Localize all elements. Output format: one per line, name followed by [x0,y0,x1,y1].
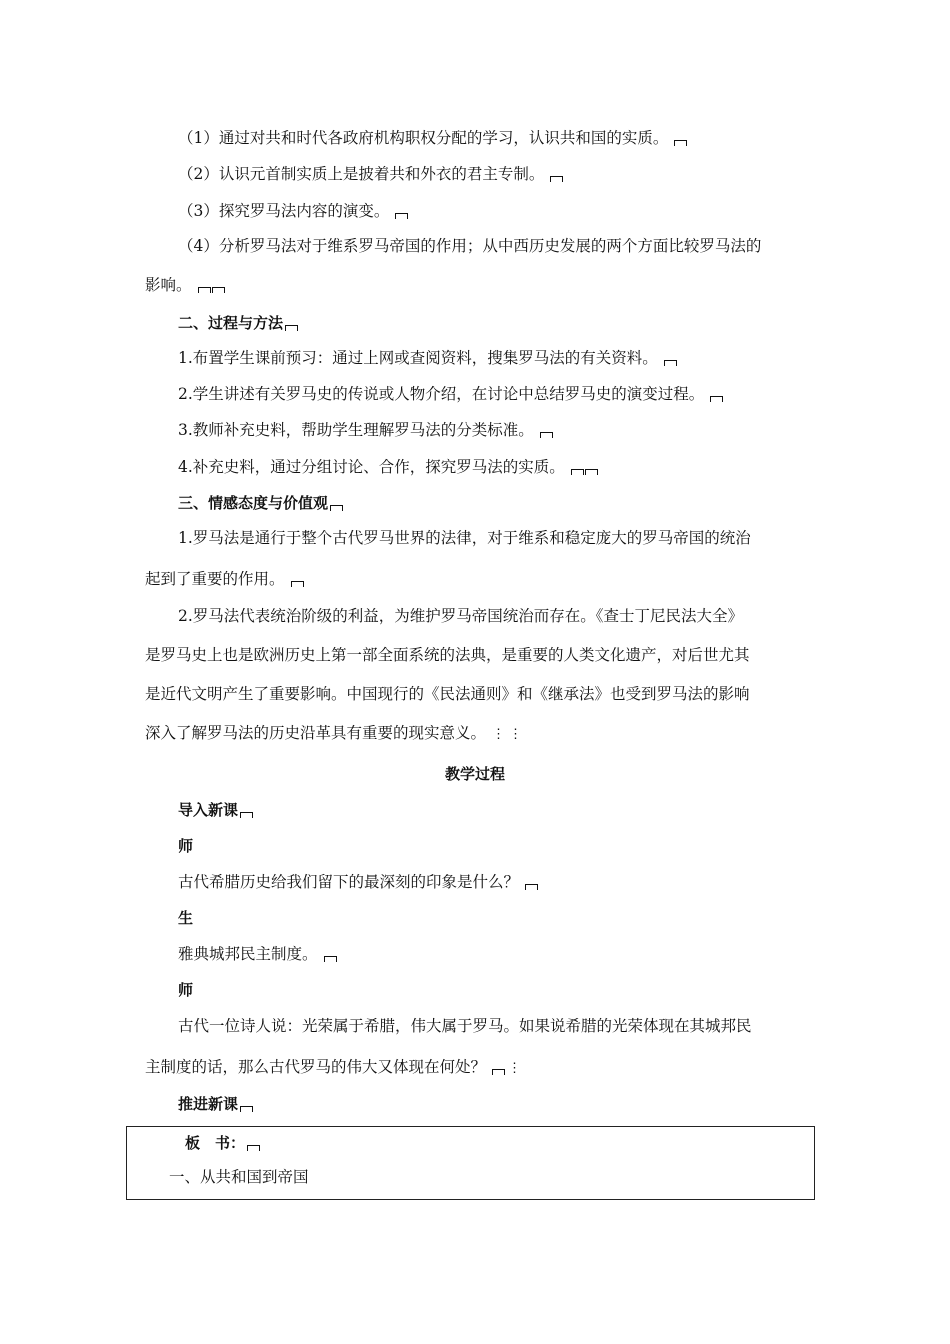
values-2-line-4 [145,723,526,745]
values-2-line-4-text: 深入了解罗马法的历史沿革具有重要的现实意义。 [145,724,487,742]
paragraph-mark-icon [247,1145,260,1151]
paragraph-mark-icon [710,396,723,402]
paragraph-mark-icon [240,1106,253,1112]
values-2-line-3: 是近代文明产生了重要影响。中国现行的《民法通则》和《继承法》也受到罗马法的影响 [145,685,750,703]
paragraph-mark-icon [664,360,677,366]
teacher-question-1 [178,872,538,892]
teacher-question-2-line-1: 古代一位诗人说：光荣属于希腊，伟大属于罗马。如果说希腊的光荣体现在其城邦民 [178,1017,752,1035]
process-step-2 [178,384,723,404]
paragraph-mark-icon [525,884,538,890]
teacher-label: 师 [178,981,194,999]
objective-3 [178,201,408,221]
process-step-1-text: 1.布置学生课前预习：通过上网或查阅资料，搜集罗马法的有关资料。 [178,349,658,367]
values-2-line-1: 2.罗马法代表统治阶级的利益，为维护罗马帝国统治而存在。《查士丁尼民法大全》 [178,607,744,625]
paragraph-mark-icon [198,287,211,293]
student-answer-1-text: 雅典城邦民主制度。 [178,945,318,963]
teacher-label: 师 [178,837,194,855]
vertical-dots-icon: ⋮ [508,1061,526,1076]
values-1-line-2 [145,569,304,589]
board-box [126,1126,815,1200]
process-heading [178,313,298,333]
values-heading [178,493,343,513]
objective-2-text: （2）认识元首制实质上是披着共和外衣的君主专制。 [178,165,545,183]
values-1-line-2-text: 起到了重要的作用。 [145,570,285,588]
objective-2 [178,164,563,184]
intro-heading [178,800,253,820]
paragraph-mark-icon [285,325,298,331]
teacher-question-2-line-2 [145,1057,525,1079]
board-label-text: 板 书： [185,1134,246,1152]
vertical-dots-icon: ⋮⋮ [492,727,527,742]
values-heading-text: 三、情感态度与价值观 [178,494,329,512]
process-step-4-text: 4.补充史料，通过分组讨论、合作，探究罗马法的实质。 [178,458,565,476]
objective-1 [178,128,687,148]
paragraph-mark-icon [395,213,408,219]
process-step-2-text: 2.学生讲述有关罗马史的传说或人物介绍，在讨论中总结罗马史的演变过程。 [178,385,705,403]
board-item-1: 一、从共和国到帝国 [169,1168,309,1186]
advance-heading [178,1094,253,1114]
paragraph-mark-icon [585,469,598,475]
objective-4-line-1: （4）分析罗马法对于维系罗马帝国的作用；从中西历史发展的两个方面比较罗马法的 [178,237,762,255]
teacher-question-2-line-2-text: 主制度的话，那么古代罗马的伟大又体现在何处？ [145,1058,487,1076]
process-step-3 [178,420,553,440]
objective-4-line-2 [145,275,225,295]
advance-heading-text: 推进新课 [178,1095,239,1113]
intro-heading-text: 导入新课 [178,801,239,819]
teacher-question-1-text: 古代希腊历史给我们留下的最深刻的印象是什么？ [178,873,520,891]
student-label: 生 [178,909,194,927]
paragraph-mark-icon [324,956,337,962]
paragraph-mark-icon [240,812,253,818]
objective-4-line-2-text: 影响。 [145,276,192,294]
student-answer-1 [178,944,337,964]
paragraph-mark-icon [571,469,584,475]
process-step-3-text: 3.教师补充史料，帮助学生理解罗马法的分类标准。 [178,421,534,439]
paragraph-mark-icon [550,176,563,182]
paragraph-mark-icon [492,1069,505,1075]
paragraph-mark-icon [540,432,553,438]
paragraph-mark-icon [330,505,343,511]
paragraph-mark-icon [212,287,225,293]
values-1-line-1: 1.罗马法是通行于整个古代罗马世界的法律，对于维系和稳定庞大的罗马帝国的统治 [178,529,751,547]
values-2-line-2: 是罗马史上也是欧洲历史上第一部全面系统的法典，是重要的人类文化遗产，对后世尤其 [145,646,750,664]
paragraph-mark-icon [291,581,304,587]
board-label [185,1133,260,1153]
section-title: 教学过程 [444,765,505,783]
paragraph-mark-icon [674,140,687,146]
process-heading-text: 二、过程与方法 [178,314,284,332]
objective-1-text: （1）通过对共和时代各政府机构职权分配的学习，认识共和国的实质。 [178,129,669,147]
process-step-1 [178,348,677,368]
objective-3-text: （3）探究罗马法内容的演变。 [178,202,390,220]
process-step-4 [178,457,598,477]
